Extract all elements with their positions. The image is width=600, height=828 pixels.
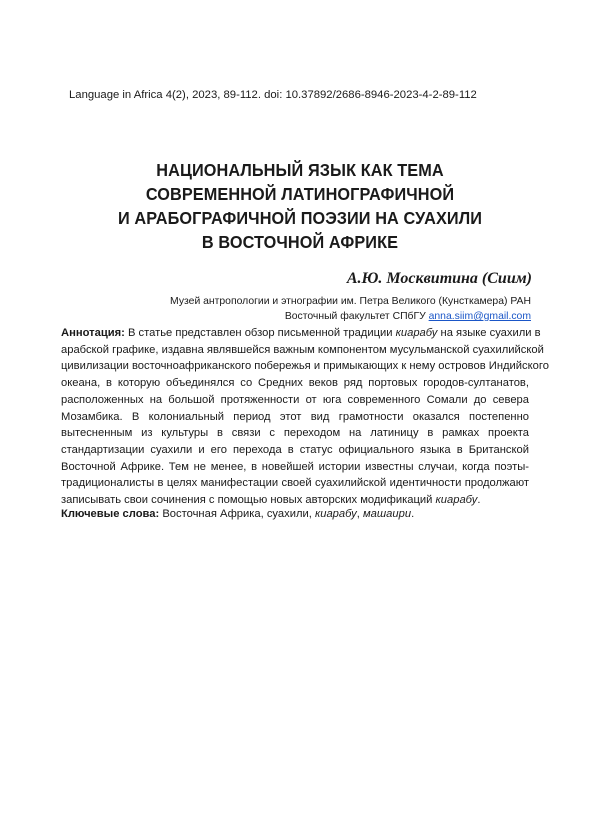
abstract [61, 325, 549, 509]
abstract-text: традиционалисты в целях манифестации своей суахилийской идентичности продолжают [61, 477, 529, 490]
abstract-italic-term: киарабу [435, 494, 478, 507]
abstract-text: . [477, 494, 481, 507]
email-link[interactable]: anna.siim@gmail.com [428, 311, 531, 322]
abstract-label: Аннотация: [61, 327, 125, 339]
paper-title [58, 158, 542, 254]
abstract-text: океана, в которую объединялся со Средних веков ряд портовых городов-султанатов, [61, 377, 529, 390]
abstract-text: на языке суахили в [437, 327, 541, 339]
title-line: И АРАБОГРАФИЧНОЙ ПОЭЗИИ НА СУАХИЛИ [117, 208, 483, 228]
abstract-text: цивилизации восточноафриканского побережья и примыкающих к нему островов Индийского [61, 360, 549, 373]
abstract-line [61, 358, 549, 375]
abstract-line [61, 342, 544, 359]
keyword-italic-term: машаири [362, 508, 412, 520]
keywords-text: . [411, 508, 415, 520]
abstract-text: арабской графике, издавна являвшейся важным компонентом мусульманской суахилийской [61, 343, 544, 356]
abstract-line [61, 409, 529, 426]
abstract-text: стандартизации суахили и его перехода в статус официального языка в Британской [61, 443, 529, 456]
abstract-text: вытесненным из культуры в связи с переходом на латиницу в рамках проекта [61, 427, 529, 440]
keywords-text: , [356, 508, 363, 520]
abstract-line [61, 475, 529, 492]
abstract-line [61, 425, 529, 442]
affiliation-line [71, 310, 531, 323]
abstract-text: записывать свои сочинения с помощью новых авторских модификаций [61, 494, 436, 507]
abstract-line [61, 325, 541, 342]
citation-line: Language in Africa 4(2), 2023, 89-112. doi: 10.37892/2686-8946-2023-4-2-89-112 [69, 89, 477, 101]
keywords-label: Ключевые слова: [61, 508, 160, 520]
title-line: СОВРЕМЕННОЙ ЛАТИНОГРАФИЧНОЙ [145, 184, 455, 204]
title-line: НАЦИОНАЛЬНЫЙ ЯЗЫК КАК ТЕМА [156, 160, 444, 180]
keyword-italic-term: киарабу [314, 508, 357, 520]
affiliation-text: Восточный факультет СПбГУ [284, 311, 429, 322]
affiliation-line: Музей антропологии и этнографии им. Петра Великого (Кунсткамера) РАН [170, 296, 531, 307]
keywords [61, 507, 529, 522]
abstract-text: В статье представлен обзор письменной традиции [124, 327, 396, 339]
abstract-line [61, 459, 529, 476]
abstract-line [61, 375, 529, 392]
title-line: В ВОСТОЧНОЙ АФРИКЕ [201, 232, 399, 252]
abstract-text: расположенных на большой протяженности от юга современного Сомали до севера [61, 393, 529, 406]
abstract-line [61, 442, 529, 459]
abstract-text: Восточной Африке. Тем не менее, в новейшей истории известны случаи, когда поэты- [61, 460, 529, 473]
abstract-text: Мозамбика. В колониальный период этот вид грамотности оказался постепенно [61, 410, 529, 423]
author-name: А.Ю. Москвитина (Сиим) [346, 270, 532, 287]
keywords-text: Восточная Африка, суахили, [159, 508, 315, 520]
abstract-line [61, 392, 529, 409]
abstract-italic-term: киарабу [395, 327, 438, 339]
